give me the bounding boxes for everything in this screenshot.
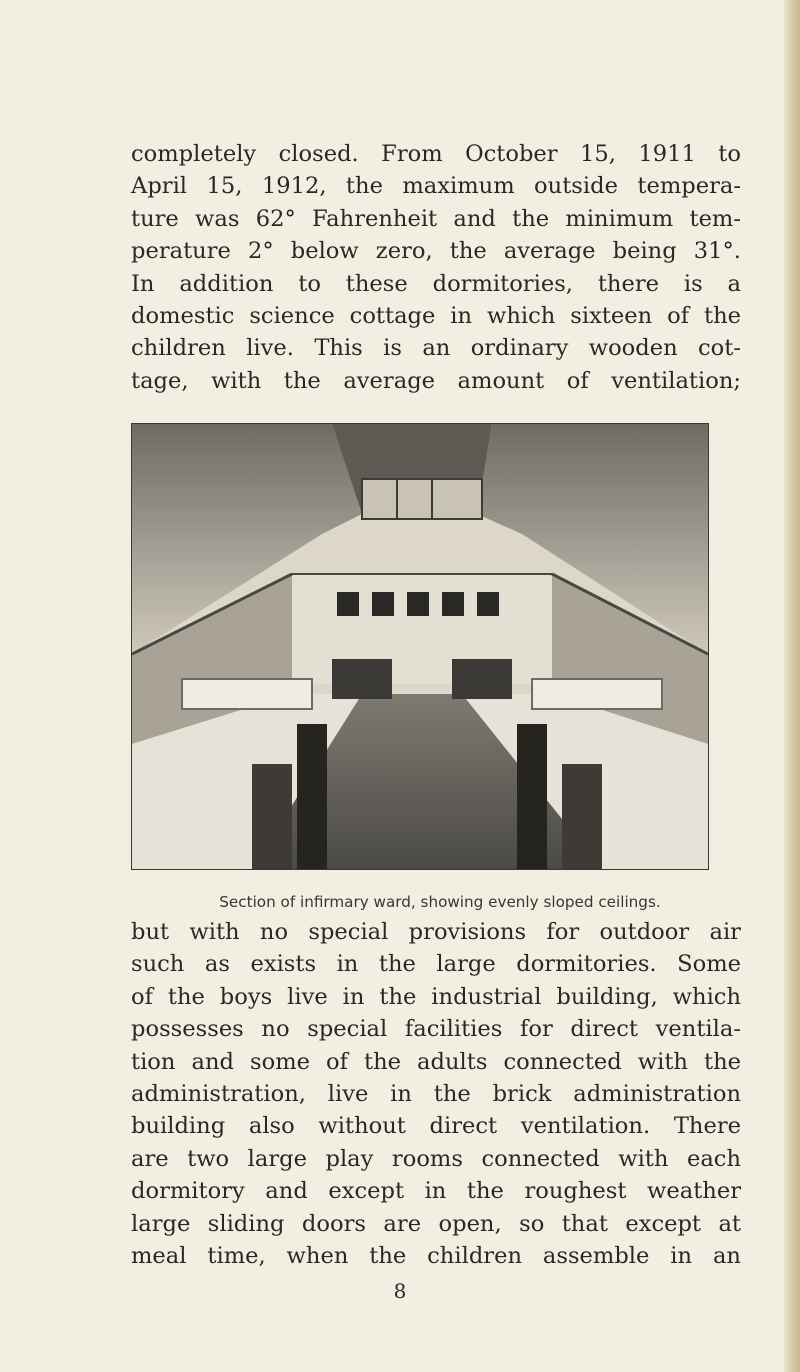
- text-line: building also without direct ventilation. There: [131, 1113, 741, 1140]
- text-line: tion and some of the adults connected with the: [131, 1048, 741, 1075]
- skylight: [362, 479, 482, 519]
- text-line: perature 2° below zero, the average being 31°.: [131, 238, 741, 265]
- text-line: domestic science cottage in which sixteen of the: [131, 303, 741, 330]
- paragraph-top: [131, 138, 741, 397]
- text-line: of the boys live in the industrial building, which: [131, 983, 741, 1010]
- back-wall: [292, 574, 552, 684]
- text-line: children live. This is an ordinary wooden cot-: [131, 335, 741, 362]
- figure-caption: Section of infirmary ward, showing evenly sloped ceilings.: [219, 893, 661, 911]
- paragraph-bottom: [131, 916, 741, 1272]
- page-number: 8: [393, 1279, 407, 1303]
- infirmary-ward-photo: [131, 423, 709, 870]
- text-line: dormitory and except in the roughest weather: [131, 1178, 741, 1205]
- text-line: large sliding doors are open, so that except at: [131, 1210, 741, 1237]
- text-line: April 15, 1912, the maximum outside tempera-: [131, 173, 741, 200]
- text-line: tage, with the average amount of ventilation;: [131, 367, 741, 394]
- text-line: meal time, when the children assemble in an: [131, 1243, 741, 1270]
- text-line: ture was 62° Fahrenheit and the minimum tem-: [131, 205, 741, 232]
- infirmary-ward-illustration: [132, 424, 708, 869]
- text-line: are two large play rooms connected with each: [131, 1145, 741, 1172]
- text-line: such as exists in the large dormitories. Some: [131, 951, 741, 978]
- page-edge: [784, 0, 800, 1372]
- text-line: completely closed. From October 15, 1911 to: [131, 141, 741, 167]
- text-line: possesses no special facilities for direct ventila-: [131, 1016, 741, 1043]
- text-line: In addition to these dormitories, there is a: [131, 270, 741, 297]
- text-line: administration, live in the brick administration: [131, 1081, 741, 1108]
- text-line: but with no special provisions for outdoor air: [131, 919, 741, 945]
